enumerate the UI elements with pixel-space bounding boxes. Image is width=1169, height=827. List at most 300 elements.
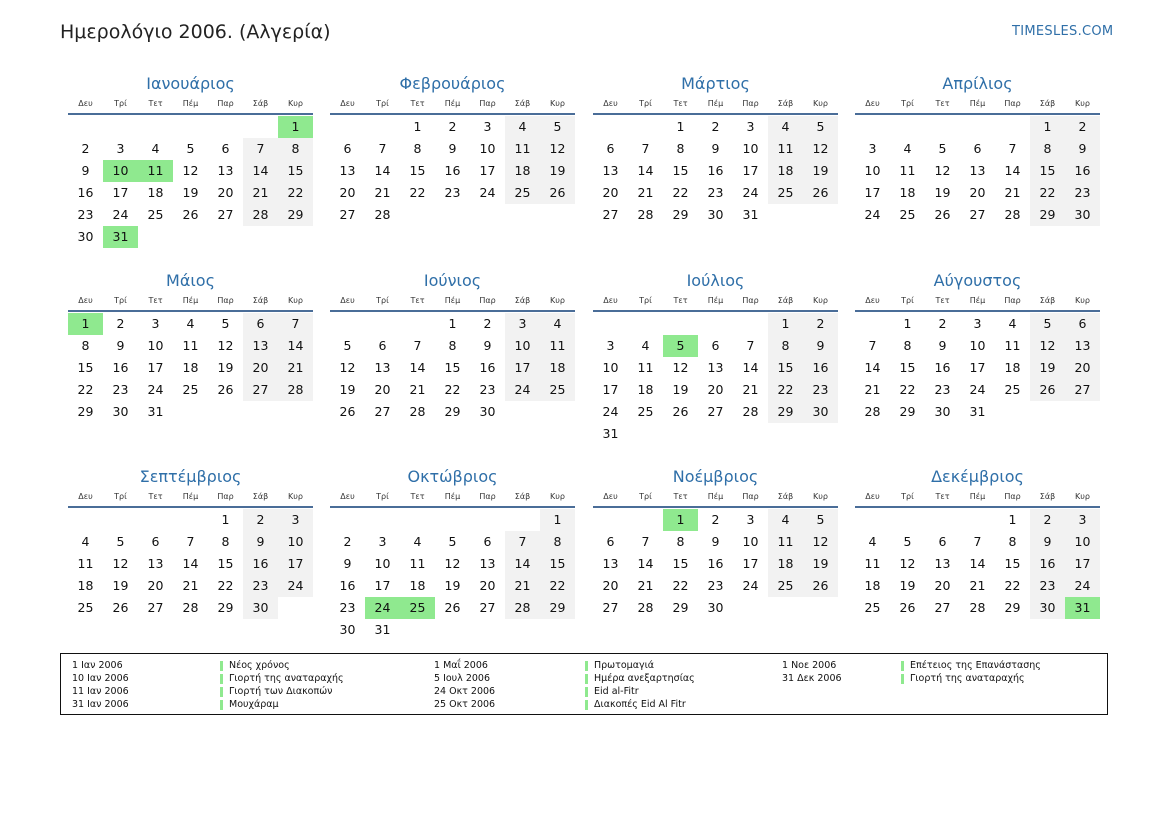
day-cell: 7 xyxy=(505,531,540,553)
day-cell: 2 xyxy=(243,509,278,531)
day-cell: 26 xyxy=(112,600,129,615)
weekday-label: Σάβ xyxy=(777,99,794,108)
day-cell: 5 xyxy=(448,534,457,549)
weekday-label: Τετ xyxy=(673,99,688,108)
day-cell: 25 xyxy=(505,182,540,204)
day-cell: 23 xyxy=(479,382,496,397)
day-cell: 11 xyxy=(637,360,654,375)
day-cell: 18 xyxy=(768,160,803,182)
weekday-label: Σάβ xyxy=(1039,492,1056,501)
day-cell: 9 xyxy=(803,335,838,357)
day-cell: 20 xyxy=(602,185,619,200)
weekday-header xyxy=(855,99,1100,114)
month-divider xyxy=(855,113,1100,115)
holiday-day-cell: 1 xyxy=(68,313,103,335)
day-cell: 26 xyxy=(672,404,689,419)
day-cell: 24 xyxy=(602,404,619,419)
day-cell: 27 xyxy=(602,600,619,615)
day-cell: 11 xyxy=(768,531,803,553)
month-block xyxy=(855,271,1100,461)
day-cell: 6 xyxy=(483,534,492,549)
legend-item xyxy=(434,685,754,698)
day-cell: 11 xyxy=(1004,338,1021,353)
day-cell: 28 xyxy=(243,204,278,226)
day-cell: 4 xyxy=(903,141,912,156)
weekday-label: Κυρ xyxy=(288,296,303,305)
weekday-label: Κυρ xyxy=(288,492,303,501)
day-cell: 17 xyxy=(374,578,391,593)
day-cell: 25 xyxy=(768,182,803,204)
holiday-day-cell: 11 xyxy=(138,160,173,182)
holiday-day-cell: 24 xyxy=(365,597,400,619)
day-cell: 19 xyxy=(803,553,838,575)
day-cell: 9 xyxy=(1030,531,1065,553)
day-cell: 18 xyxy=(864,578,881,593)
month-block xyxy=(68,271,313,461)
day-cell: 8 xyxy=(768,335,803,357)
day-cell: 21 xyxy=(742,382,759,397)
weekday-label: Τετ xyxy=(673,492,688,501)
day-cell: 3 xyxy=(378,534,387,549)
day-cell: 28 xyxy=(637,600,654,615)
legend-date: 31 Ιαν 2006 xyxy=(72,699,129,710)
weekday-label: Δευ xyxy=(865,296,880,305)
day-cell: 19 xyxy=(672,382,689,397)
month-name: Ιανουάριος xyxy=(146,74,235,93)
legend-color-marker xyxy=(585,661,588,671)
day-cell: 8 xyxy=(540,531,575,553)
day-cell: 8 xyxy=(81,338,90,353)
day-cell: 30 xyxy=(707,600,724,615)
days-grid xyxy=(330,313,575,463)
day-cell: 22 xyxy=(1004,578,1021,593)
day-cell: 29 xyxy=(278,204,313,226)
legend-color-marker xyxy=(220,661,223,671)
days-grid xyxy=(68,509,313,659)
day-cell: 29 xyxy=(899,404,916,419)
day-cell: 12 xyxy=(112,556,129,571)
weekday-label: Κυρ xyxy=(813,492,828,501)
weekday-header xyxy=(68,296,313,311)
day-cell: 27 xyxy=(374,404,391,419)
day-cell: 11 xyxy=(540,335,575,357)
weekday-label: Πέμ xyxy=(444,492,461,501)
day-cell: 28 xyxy=(742,404,759,419)
month-block xyxy=(855,467,1100,657)
weekday-label: Πέμ xyxy=(969,492,986,501)
month-divider xyxy=(68,113,313,115)
legend-item xyxy=(434,659,754,672)
month-block xyxy=(855,74,1100,264)
day-cell: 15 xyxy=(899,360,916,375)
weekday-label: Τετ xyxy=(935,492,950,501)
day-cell: 9 xyxy=(711,141,720,156)
day-cell: 31 xyxy=(147,404,164,419)
day-cell: 3 xyxy=(151,316,160,331)
day-cell: 15 xyxy=(409,163,426,178)
day-cell: 7 xyxy=(413,338,422,353)
day-cell: 31 xyxy=(602,426,619,441)
weekday-label: Πέμ xyxy=(707,492,724,501)
day-cell: 2 xyxy=(116,316,125,331)
day-cell: 21 xyxy=(1004,185,1021,200)
day-cell: 5 xyxy=(221,316,230,331)
day-cell: 22 xyxy=(444,382,461,397)
day-cell: 19 xyxy=(1030,357,1065,379)
day-cell: 2 xyxy=(711,512,720,527)
weekday-label: Σάβ xyxy=(252,296,269,305)
day-cell: 30 xyxy=(1065,204,1100,226)
weekday-label: Τετ xyxy=(410,296,425,305)
day-cell: 11 xyxy=(409,556,426,571)
day-cell: 22 xyxy=(77,382,94,397)
day-cell: 26 xyxy=(934,207,951,222)
day-cell: 25 xyxy=(77,600,94,615)
day-cell: 29 xyxy=(1004,600,1021,615)
day-cell: 14 xyxy=(374,163,391,178)
day-cell: 27 xyxy=(602,207,619,222)
days-grid xyxy=(855,313,1100,463)
month-name: Νοέμβριος xyxy=(672,467,759,486)
day-cell: 24 xyxy=(278,575,313,597)
day-cell: 14 xyxy=(969,556,986,571)
day-cell: 7 xyxy=(641,141,650,156)
day-cell: 13 xyxy=(339,163,356,178)
day-cell: 28 xyxy=(182,600,199,615)
day-cell: 23 xyxy=(934,382,951,397)
day-cell: 12 xyxy=(934,163,951,178)
month-divider xyxy=(593,113,838,115)
day-cell: 31 xyxy=(742,207,759,222)
day-cell: 25 xyxy=(637,404,654,419)
day-cell: 12 xyxy=(339,360,356,375)
day-cell: 28 xyxy=(505,597,540,619)
day-cell: 16 xyxy=(444,163,461,178)
weekday-label: Δευ xyxy=(78,296,93,305)
day-cell: 12 xyxy=(672,360,689,375)
weekday-label: Τετ xyxy=(410,492,425,501)
weekday-label: Παρ xyxy=(479,99,496,108)
day-cell: 15 xyxy=(540,553,575,575)
weekday-label: Τετ xyxy=(935,99,950,108)
day-cell: 29 xyxy=(217,600,234,615)
day-cell: 17 xyxy=(479,163,496,178)
legend-item xyxy=(72,685,392,698)
month-block xyxy=(330,467,575,657)
weekday-label: Δευ xyxy=(603,99,618,108)
day-cell: 18 xyxy=(409,578,426,593)
day-cell: 8 xyxy=(1030,138,1065,160)
day-cell: 10 xyxy=(147,338,164,353)
day-cell: 24 xyxy=(742,578,759,593)
day-cell: 12 xyxy=(540,138,575,160)
month-name: Σεπτέμβριος xyxy=(139,467,242,486)
day-cell: 4 xyxy=(1008,316,1017,331)
legend-date: 24 Οκτ 2006 xyxy=(434,686,496,697)
holiday-day-cell: 10 xyxy=(103,160,138,182)
weekday-header xyxy=(855,296,1100,311)
weekday-label: Πέμ xyxy=(969,99,986,108)
day-cell: 27 xyxy=(147,600,164,615)
day-cell: 17 xyxy=(969,360,986,375)
weekday-label: Παρ xyxy=(1004,492,1021,501)
day-cell: 5 xyxy=(903,534,912,549)
weekday-label: Κυρ xyxy=(813,296,828,305)
day-cell: 8 xyxy=(448,338,457,353)
legend-holiday-name: Eid al-Fitr xyxy=(594,686,639,697)
day-cell: 6 xyxy=(938,534,947,549)
day-cell: 24 xyxy=(479,185,496,200)
day-cell: 4 xyxy=(505,116,540,138)
month-block xyxy=(593,467,838,657)
day-cell: 14 xyxy=(742,360,759,375)
day-cell: 7 xyxy=(278,313,313,335)
day-cell: 2 xyxy=(711,119,720,134)
month-block xyxy=(68,467,313,657)
day-cell: 25 xyxy=(182,382,199,397)
day-cell: 5 xyxy=(938,141,947,156)
day-cell: 30 xyxy=(77,229,94,244)
day-cell: 23 xyxy=(1065,182,1100,204)
day-cell: 22 xyxy=(672,578,689,593)
day-cell: 18 xyxy=(540,357,575,379)
weekday-label: Σάβ xyxy=(777,492,794,501)
day-cell: 12 xyxy=(1030,335,1065,357)
weekday-label: Παρ xyxy=(1004,296,1021,305)
legend-color-marker xyxy=(220,687,223,697)
legend-holiday-name: Ημέρα ανεξαρτησίας xyxy=(594,673,695,684)
day-cell: 28 xyxy=(864,404,881,419)
day-cell: 10 xyxy=(374,556,391,571)
day-cell: 29 xyxy=(672,207,689,222)
weekday-label: Τρί xyxy=(639,99,652,108)
day-cell: 28 xyxy=(637,207,654,222)
weekday-header xyxy=(330,99,575,114)
day-cell: 1 xyxy=(1008,512,1017,527)
day-cell: 19 xyxy=(112,578,129,593)
day-cell: 18 xyxy=(899,185,916,200)
day-cell: 17 xyxy=(1065,553,1100,575)
day-cell: 1 xyxy=(413,119,422,134)
day-cell: 3 xyxy=(868,141,877,156)
day-cell: 3 xyxy=(116,141,125,156)
day-cell: 6 xyxy=(606,141,615,156)
day-cell: 14 xyxy=(864,360,881,375)
day-cell: 21 xyxy=(637,578,654,593)
month-divider xyxy=(855,310,1100,312)
weekday-label: Σάβ xyxy=(514,99,531,108)
weekday-label: Παρ xyxy=(742,99,759,108)
day-cell: 6 xyxy=(606,534,615,549)
weekday-label: Κυρ xyxy=(550,492,565,501)
legend-holiday-name: Επέτειος της Επανάστασης xyxy=(910,660,1041,671)
day-cell: 26 xyxy=(540,182,575,204)
legend-color-marker xyxy=(220,674,223,684)
weekday-label: Κυρ xyxy=(813,99,828,108)
month-divider xyxy=(855,506,1100,508)
legend-holiday-name: Νέος χρόνος xyxy=(229,660,290,671)
weekday-label: Σάβ xyxy=(252,99,269,108)
weekday-label: Τετ xyxy=(673,296,688,305)
day-cell: 22 xyxy=(768,379,803,401)
day-cell: 13 xyxy=(479,556,496,571)
day-cell: 7 xyxy=(186,534,195,549)
day-cell: 22 xyxy=(409,185,426,200)
page-title: Ημερολόγιο 2006. (Αλγερία) xyxy=(60,21,331,43)
month-divider xyxy=(68,310,313,312)
day-cell: 27 xyxy=(479,600,496,615)
day-cell: 14 xyxy=(243,160,278,182)
holiday-day-cell: 5 xyxy=(663,335,698,357)
weekday-label: Πέμ xyxy=(182,492,199,501)
day-cell: 19 xyxy=(540,160,575,182)
weekday-label: Δευ xyxy=(603,296,618,305)
day-cell: 26 xyxy=(803,182,838,204)
day-cell: 23 xyxy=(112,382,129,397)
day-cell: 9 xyxy=(483,338,492,353)
holiday-day-cell: 1 xyxy=(663,509,698,531)
day-cell: 11 xyxy=(899,163,916,178)
holiday-day-cell: 31 xyxy=(1065,597,1100,619)
month-divider xyxy=(593,506,838,508)
day-cell: 4 xyxy=(641,338,650,353)
weekday-label: Δευ xyxy=(340,99,355,108)
day-cell: 16 xyxy=(1065,160,1100,182)
day-cell: 3 xyxy=(483,119,492,134)
day-cell: 17 xyxy=(147,360,164,375)
legend-date: 11 Ιαν 2006 xyxy=(72,686,129,697)
day-cell: 8 xyxy=(1008,534,1017,549)
day-cell: 15 xyxy=(672,556,689,571)
day-cell: 2 xyxy=(483,316,492,331)
day-cell: 2 xyxy=(938,316,947,331)
day-cell: 7 xyxy=(378,141,387,156)
month-block xyxy=(330,74,575,264)
legend-holiday-name: Γιορτή των Διακοπών xyxy=(229,686,333,697)
day-cell: 3 xyxy=(746,119,755,134)
day-cell: 14 xyxy=(182,556,199,571)
weekday-label: Κυρ xyxy=(1075,99,1090,108)
day-cell: 11 xyxy=(864,556,881,571)
day-cell: 21 xyxy=(182,578,199,593)
days-grid xyxy=(593,116,838,266)
month-name: Δεκέμβριος xyxy=(931,467,1024,486)
day-cell: 27 xyxy=(339,207,356,222)
month-name: Μάιος xyxy=(166,271,215,290)
day-cell: 30 xyxy=(339,622,356,637)
day-cell: 26 xyxy=(444,600,461,615)
day-cell: 19 xyxy=(217,360,234,375)
day-cell: 21 xyxy=(637,185,654,200)
day-cell: 23 xyxy=(77,207,94,222)
day-cell: 18 xyxy=(637,382,654,397)
day-cell: 6 xyxy=(343,141,352,156)
weekday-label: Τρί xyxy=(376,99,389,108)
month-name: Φεβρουάριος xyxy=(399,74,506,93)
day-cell: 20 xyxy=(969,185,986,200)
weekday-label: Τετ xyxy=(935,296,950,305)
day-cell: 9 xyxy=(1065,138,1100,160)
day-cell: 22 xyxy=(217,578,234,593)
day-cell: 28 xyxy=(409,404,426,419)
day-cell: 27 xyxy=(1065,379,1100,401)
day-cell: 19 xyxy=(444,578,461,593)
weekday-label: Κυρ xyxy=(550,296,565,305)
legend-color-marker xyxy=(585,687,588,697)
weekday-label: Δευ xyxy=(865,492,880,501)
day-cell: 13 xyxy=(243,335,278,357)
day-cell: 4 xyxy=(81,534,90,549)
site-link[interactable]: TIMESLES.COM xyxy=(1012,24,1114,39)
day-cell: 29 xyxy=(77,404,94,419)
day-cell: 28 xyxy=(278,379,313,401)
days-grid xyxy=(855,116,1100,266)
weekday-label: Πέμ xyxy=(707,296,724,305)
day-cell: 1 xyxy=(768,313,803,335)
day-cell: 17 xyxy=(742,163,759,178)
weekday-label: Παρ xyxy=(742,296,759,305)
day-cell: 17 xyxy=(278,553,313,575)
day-cell: 29 xyxy=(1030,204,1065,226)
calendar-grid xyxy=(68,0,1108,650)
month-block xyxy=(68,74,313,264)
day-cell: 9 xyxy=(243,531,278,553)
day-cell: 20 xyxy=(707,382,724,397)
day-cell: 21 xyxy=(505,575,540,597)
day-cell: 4 xyxy=(186,316,195,331)
legend-color-marker xyxy=(220,700,223,710)
legend-item xyxy=(72,698,392,711)
day-cell: 6 xyxy=(973,141,982,156)
day-cell: 29 xyxy=(672,600,689,615)
day-cell: 25 xyxy=(1004,382,1021,397)
weekday-label: Κυρ xyxy=(550,99,565,108)
day-cell: 2 xyxy=(1030,509,1065,531)
day-cell: 4 xyxy=(768,116,803,138)
day-cell: 3 xyxy=(746,512,755,527)
day-cell: 31 xyxy=(374,622,391,637)
holiday-day-cell: 25 xyxy=(400,597,435,619)
day-cell: 26 xyxy=(803,575,838,597)
legend-color-marker xyxy=(585,674,588,684)
legend-holiday-name: Πρωτομαγιά xyxy=(594,660,655,671)
day-cell: 21 xyxy=(864,382,881,397)
day-cell: 16 xyxy=(77,185,94,200)
day-cell: 8 xyxy=(413,141,422,156)
day-cell: 30 xyxy=(479,404,496,419)
weekday-label: Σάβ xyxy=(252,492,269,501)
weekday-label: Παρ xyxy=(217,296,234,305)
weekday-label: Παρ xyxy=(479,296,496,305)
day-cell: 18 xyxy=(147,185,164,200)
day-cell: 23 xyxy=(1030,575,1065,597)
day-cell: 20 xyxy=(147,578,164,593)
legend-date: 1 Ιαν 2006 xyxy=(72,660,123,671)
day-cell: 20 xyxy=(217,185,234,200)
days-grid xyxy=(68,116,313,266)
month-name: Απρίλιος xyxy=(942,74,1013,93)
day-cell: 2 xyxy=(81,141,90,156)
weekday-label: Τρί xyxy=(901,296,914,305)
weekday-label: Παρ xyxy=(742,492,759,501)
day-cell: 21 xyxy=(374,185,391,200)
day-cell: 30 xyxy=(934,404,951,419)
day-cell: 26 xyxy=(1030,379,1065,401)
weekday-label: Τρί xyxy=(639,492,652,501)
weekday-label: Πέμ xyxy=(444,296,461,305)
day-cell: 20 xyxy=(934,578,951,593)
legend-date: 5 Ιουλ 2006 xyxy=(434,673,490,684)
